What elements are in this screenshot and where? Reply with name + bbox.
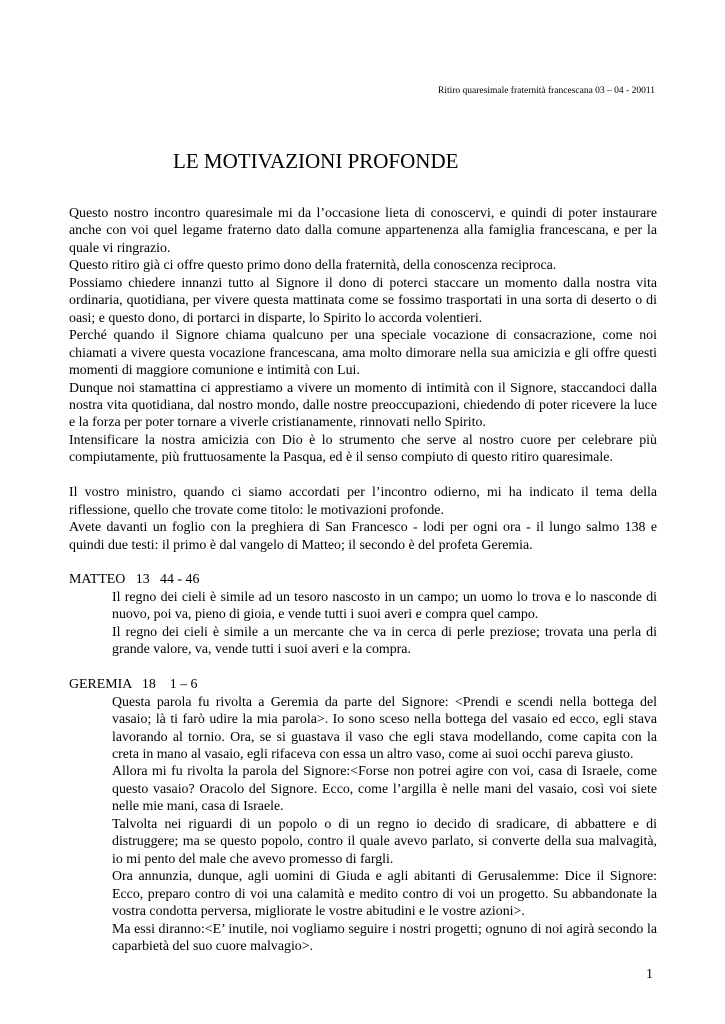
body-paragraph: Perché quando il Signore chiama qualcuno per una speciale vocazione di consacrazione, come noi chiamati a vivere questa vocazione francescana, ama molto dimorare nella sua amicizia e gli offre questi momenti di maggiore comunione e intimità con Lui. <box>69 328 657 379</box>
spacer <box>69 659 657 676</box>
document-body <box>69 205 657 955</box>
geremia-verse: Ora annunzia, dunque, agli uomini di Giuda e agli abitanti di Gerusalemme: Dice il Signore: Ecco, preparo contro di voi una calamità e medito contro di voi un progetto. Su abbandonate la vostra condotta perversa, migliorate le vostre abitudini e le vostre azioni>. <box>112 869 657 920</box>
body-paragraph: Possiamo chiedere innanzi tutto al Signore il dono di poterci staccare un momento dalla nostra vita ordinaria, quotidiana, per vivere questa mattinata come se fossimo trasportati in una sorta di deserto o di oasi; e questo dono, di portarci in disparte, lo Spirito lo accorda volentieri. <box>69 275 657 326</box>
body-paragraph: Questo nostro incontro quaresimale mi da l’occasione lieta di conoscervi, e quindi di poter instaurare anche con voi quel legame fraterno dato dalla comune appartenenza alla famiglia francescana, e per la quale vi ringrazio. <box>69 206 657 256</box>
body-paragraph: Il vostro ministro, quando ci siamo accordati per l’incontro odierno, mi ha indicato il tema della riflessione, quello che trovate come titolo: le motivazioni profonde. <box>69 485 657 518</box>
geremia-verse: Questa parola fu rivolta a Geremia da parte del Signore: <Prendi e scendi nella bottega del vasaio; là ti farò udire la mia parola>. Io sono sceso nella bottega del vasaio ed ecco, egli stava lavorando al tornio. Ora, se si guastava il vaso che egli stava modellando, come capita con la creta in mano al vasaio, egli rifaceva con essa un altro vaso, come ai suoi occhi pareva giusto. <box>112 694 657 762</box>
running-header: Ritiro quaresimale fraternità francescana 03 – 04 - 20011 <box>437 86 655 96</box>
body-paragraph: Avete davanti un foglio con la preghiera di San Francesco - lodi per ogni ora - il lungo salmo 138 e quindi due testi: il primo è dal vangelo di Matteo; il secondo è del profeta Geremia. <box>69 520 657 553</box>
spacer <box>69 467 657 484</box>
geremia-verse: Ma essi diranno:<E’ inutile, noi vogliamo seguire i nostri progetti; ognuno di noi agirà secondo la caparbietà del suo cuore malvagio>. <box>112 921 657 954</box>
page-number: 1 <box>646 967 653 982</box>
matteo-verse: Il regno dei cieli è simile a un mercante che va in cerca di perle preziose; trovata una perla di grande valore, va, vende tutti i suoi averi e la compra. <box>112 624 657 658</box>
geremia-reference: GEREMIA 18 1 – 6 <box>69 677 198 693</box>
body-paragraph: Dunque noi stamattina ci apprestiamo a vivere un momento di intimità con il Signore, staccandoci dalla nostra vita quotidiana, dal nostro mondo, dalle nostre preoccupazioni, chiedendo di poter ricevere la luce e la forza per poter tornare a viverle cristianamente, rinnovati nello Spirito. <box>69 380 657 431</box>
matteo-verse: Il regno dei cieli è simile ad un tesoro nascosto in un campo; un uomo lo trova e lo nasconde di nuovo, poi va, pieno di gioia, e vende tutti i suoi averi e compra quel campo. <box>112 589 657 623</box>
geremia-verse: Allora mi fu rivolta la parola del Signore:<Forse non potrei agire con voi, casa di Israele, come questo vasaio? Oracolo del Signore. Ecco, come l’argilla è nelle mani del vasaio, così voi siete nelle mie mani, casa di Israele. <box>112 764 657 815</box>
matteo-reference: MATTEO 13 44 - 46 <box>69 572 200 588</box>
body-paragraph: Questo ritiro già ci offre questo primo dono della fraternità, della conoscenza reciproca. <box>69 258 557 274</box>
body-paragraph: Intensificare la nostra amicizia con Dio è lo strumento che serve al nostro cuore per celebrare più compiutamente, più fruttuosamente la Pasqua, ed è il senso compiuto di questo ritiro quaresimale. <box>69 432 657 466</box>
geremia-verse: Talvolta nei riguardi di un popolo o di un regno io decido di sradicare, di abbattere e di distruggere; ma se questo popolo, contro il quale avevo parlato, si converte della sua malvagità, io mi pento del male che avevo promesso di fargli. <box>112 816 657 867</box>
document-title: LE MOTIVAZIONI PROFONDE <box>173 149 459 173</box>
spacer <box>69 554 657 571</box>
